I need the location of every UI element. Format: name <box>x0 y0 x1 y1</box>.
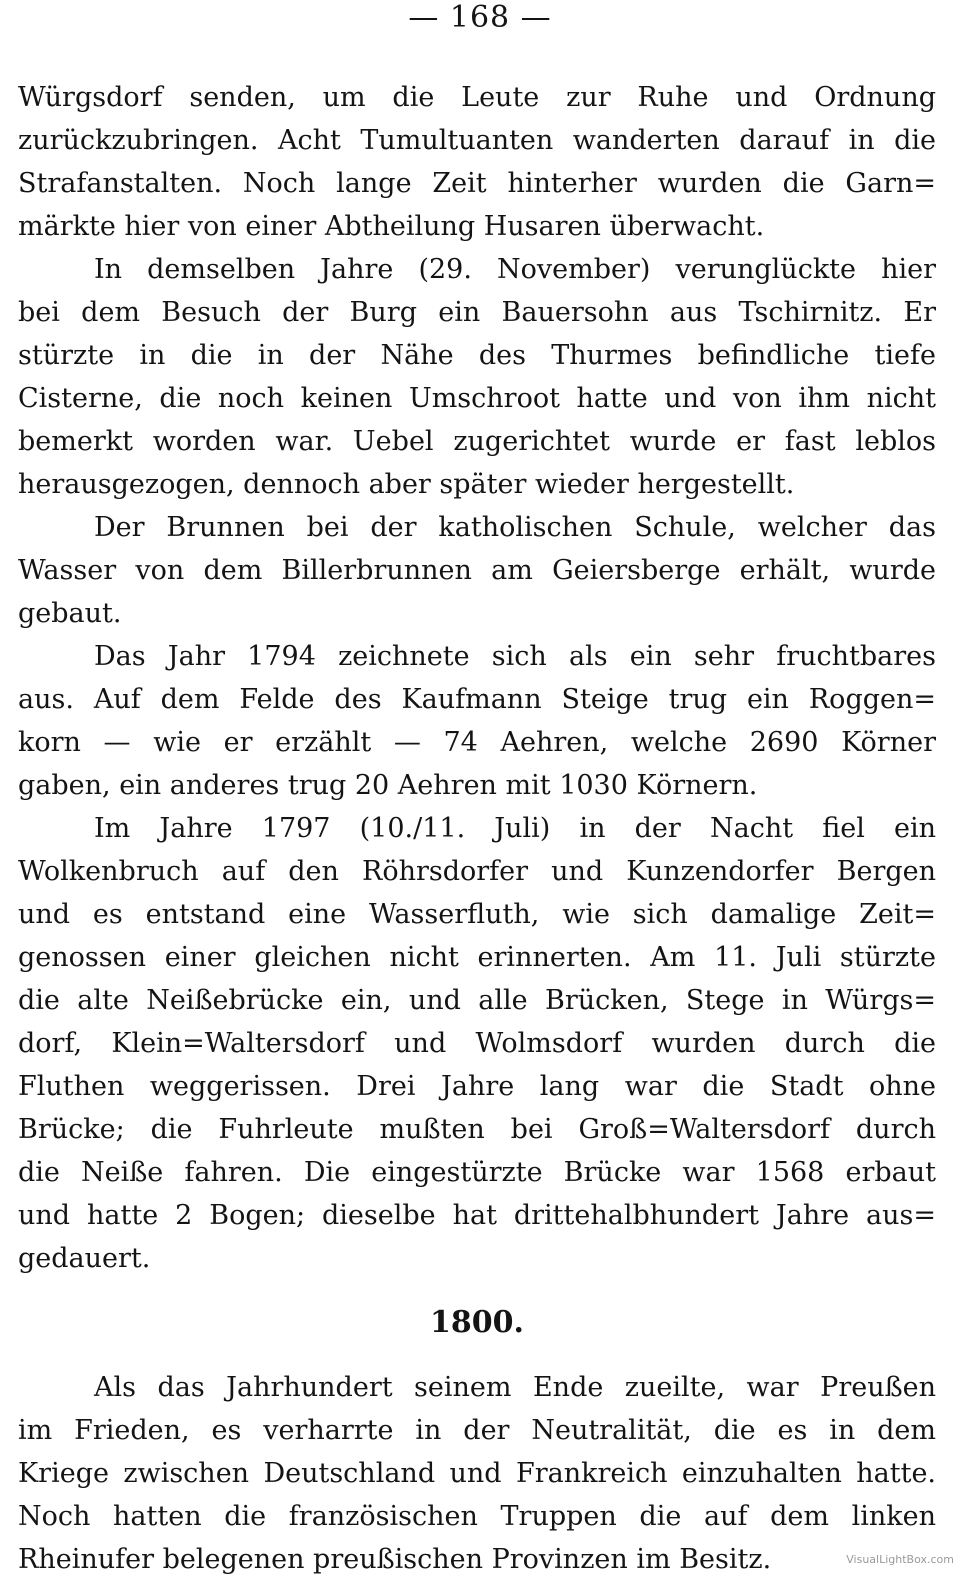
text-line: Fluthen weggerissen. Drei Jahre lang war die Stadt ohne <box>18 1071 936 1102</box>
text-line: genossen einer gleichen nicht erinnerten. Am 11. Juli stürzte <box>18 942 936 973</box>
page-text <box>18 76 936 1581</box>
text-line: Im Jahre 1797 (10./11. Juli) in der Nacht fiel ein <box>94 813 936 844</box>
text-line: zurückzubringen. Acht Tumultuanten wanderten darauf in die <box>18 125 936 156</box>
text-line: Strafanstalten. Noch lange Zeit hinterher wurden die Garn= <box>18 168 936 199</box>
paragraph <box>18 807 936 1280</box>
text-line: korn — wie er erzählt — 74 Aehren, welche 2690 Körner <box>18 727 936 758</box>
text-line: Kriege zwischen Deutschland und Frankreich einzuhalten hatte. <box>18 1458 936 1489</box>
text-line: Das Jahr 1794 zeichnete sich als ein sehr fruchtbares <box>94 641 936 672</box>
text-line: Cisterne, die noch keinen Umschroot hatte und von ihm nicht <box>18 383 936 414</box>
text-line: dorf, Klein=Waltersdorf und Wolmsdorf wurden durch die <box>18 1028 936 1059</box>
text-line: die Neiße fahren. Die eingestürzte Brücke war 1568 erbaut <box>18 1157 936 1188</box>
text-line: gedauert. <box>18 1243 151 1274</box>
text-line: und hatte 2 Bogen; dieselbe hat drittehalbhundert Jahre aus= <box>18 1200 936 1231</box>
paragraph <box>18 248 936 506</box>
text-line: märkte hier von einer Abtheilung Husaren überwacht. <box>18 211 765 242</box>
text-line: die alte Neißebrücke ein, und alle Brücken, Stege in Würgs= <box>18 985 936 1016</box>
text-line: Würgsdorf senden, um die Leute zur Ruhe und Ordnung <box>18 82 936 113</box>
text-line: im Frieden, es verharrte in der Neutralität, die es in dem <box>18 1415 936 1446</box>
text-line: gebaut. <box>18 598 122 629</box>
paragraph <box>18 506 936 635</box>
paragraph <box>18 1366 936 1581</box>
paragraph <box>18 76 936 248</box>
text-line: Wolkenbruch auf den Röhrsdorfer und Kunzendorfer Bergen <box>18 856 936 887</box>
text-line: aus. Auf dem Felde des Kaufmann Steige trug ein Roggen= <box>18 684 936 715</box>
text-line: Der Brunnen bei der katholischen Schule, welcher das <box>94 512 936 543</box>
text-line: Brücke; die Fuhrleute mußten bei Groß=Waltersdorf durch <box>18 1114 936 1145</box>
text-line: herausgezogen, dennoch aber später wieder hergestellt. <box>18 469 795 500</box>
text-line: und es entstand eine Wasserfluth, wie sich damalige Zeit= <box>18 899 936 930</box>
text-line: Wasser von dem Billerbrunnen am Geiersberge erhält, wurde <box>18 555 936 586</box>
section-heading: 1800. <box>430 1305 524 1340</box>
paragraph <box>18 635 936 807</box>
text-line: In demselben Jahre (29. November) verunglückte hier <box>94 254 936 285</box>
watermark: VisualLightBox.com <box>846 1553 954 1566</box>
text-line: Noch hatten die französischen Truppen die auf dem linken <box>18 1501 936 1532</box>
text-line: stürzte in die in der Nähe des Thurmes befindliche tiefe <box>18 340 936 371</box>
text-line: Rheinufer belegenen preußischen Provinzen im Besitz. <box>18 1544 772 1575</box>
text-line: gaben, ein anderes trug 20 Aehren mit 1030 Körnern. <box>18 770 758 801</box>
text-line: bemerkt worden war. Uebel zugerichtet wurde er fast leblos <box>18 426 936 457</box>
page-number: — 168 — <box>408 0 552 35</box>
text-line: bei dem Besuch der Burg ein Bauersohn aus Tschirnitz. Er <box>18 297 936 328</box>
text-line: Als das Jahrhundert seinem Ende zueilte, war Preußen <box>94 1372 936 1403</box>
